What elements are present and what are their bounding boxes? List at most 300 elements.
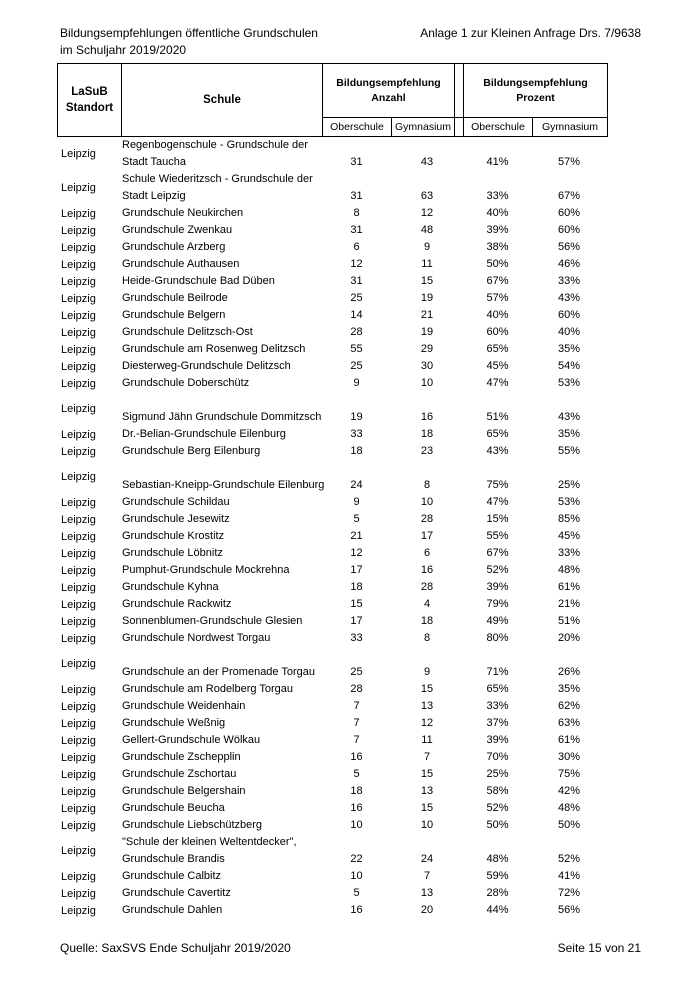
school-name-line: Grundschule Belgershain <box>122 785 246 797</box>
prozent-oberschule-cell: 60% <box>486 326 509 338</box>
anzahl-oberschule-cell: 7 <box>353 717 360 729</box>
school-name-line: Sebastian-Kneipp-Grundschule Eilenburg <box>122 479 325 491</box>
column-group-anzahl-line1: Bildungsempfehlung <box>336 76 441 89</box>
table-row <box>57 630 608 647</box>
prozent-oberschule-cell: 40% <box>486 309 509 321</box>
anzahl-gymnasium-cell: 10 <box>420 377 434 389</box>
school-name-line: "Schule der kleinen Weltentdecker", <box>122 836 297 848</box>
anzahl-gymnasium-cell: 6 <box>423 547 431 559</box>
school-name-line: Grundschule Berg Eilenburg <box>122 445 261 457</box>
prozent-gymnasium-cell: 63% <box>557 717 581 729</box>
standort-cell: Leipzig <box>61 471 96 483</box>
prozent-oberschule-cell: 39% <box>486 581 509 593</box>
school-name-line: Grundschule Authausen <box>122 258 240 270</box>
prozent-gymnasium-cell: 55% <box>557 445 581 457</box>
prozent-gymnasium-cell: 52% <box>557 853 581 865</box>
standort-cell: Leipzig <box>61 734 96 747</box>
prozent-gymnasium-cell: 42% <box>557 785 581 797</box>
standort-cell: Leipzig <box>61 564 96 577</box>
anzahl-gymnasium-cell: 28 <box>420 581 434 593</box>
anzahl-gymnasium-cell: 11 <box>421 258 433 270</box>
table-row <box>57 324 608 341</box>
prozent-oberschule-cell: 37% <box>486 717 509 729</box>
anzahl-oberschule-cell: 10 <box>350 870 363 882</box>
prozent-gymnasium-cell: 61% <box>557 581 581 593</box>
subheader-prozent-oberschule: Oberschule <box>464 117 533 136</box>
standort-cell: Leipzig <box>61 845 96 857</box>
school-name-line: Grundschule Zschortau <box>122 768 237 780</box>
prozent-oberschule-cell: 40% <box>486 207 509 219</box>
table-row <box>57 358 608 375</box>
anzahl-oberschule-cell: 55 <box>350 343 363 355</box>
school-name-line: Grundschule Krostitz <box>122 530 225 542</box>
table-row <box>57 562 608 579</box>
school-name-cell <box>121 205 322 222</box>
prozent-gymnasium-cell: 62% <box>557 700 581 712</box>
anzahl-oberschule-cell: 18 <box>350 581 363 593</box>
prozent-gymnasium-cell: 35% <box>557 343 581 355</box>
school-name-cell <box>121 596 322 613</box>
anzahl-gymnasium-cell: 13 <box>420 700 434 712</box>
prozent-gymnasium-cell: 51% <box>557 615 581 627</box>
anzahl-gymnasium-cell: 13 <box>420 785 434 797</box>
anzahl-gymnasium-cell: 18 <box>420 615 434 627</box>
table-row <box>57 273 608 290</box>
prozent-gymnasium-cell: 57% <box>557 156 581 168</box>
school-name-line: Grundschule an der Promenade Torgau <box>122 666 316 678</box>
table-row <box>57 698 608 715</box>
standort-cell: Leipzig <box>61 182 96 194</box>
prozent-oberschule-cell: 52% <box>486 564 509 576</box>
table-row <box>57 460 608 494</box>
anzahl-oberschule-cell: 7 <box>353 700 360 712</box>
prozent-oberschule-cell: 50% <box>486 258 509 270</box>
standort-cell: Leipzig <box>61 819 96 832</box>
document-title-line1: Bildungsempfehlungen öffentliche Grundschulen <box>60 26 318 40</box>
standort-cell: Leipzig <box>61 887 96 900</box>
prozent-gymnasium-cell: 56% <box>557 241 581 253</box>
anzahl-oberschule-cell: 33 <box>350 632 363 644</box>
prozent-oberschule-cell: 43% <box>486 445 509 457</box>
table-row <box>57 222 608 239</box>
standort-cell: Leipzig <box>61 530 96 543</box>
standort-cell: Leipzig <box>61 717 96 730</box>
anzahl-gymnasium-cell: 4 <box>423 598 431 610</box>
anzahl-oberschule-cell: 28 <box>350 683 363 695</box>
table-row <box>57 868 608 885</box>
school-name-line: Heide-Grundschule Bad Düben <box>122 275 275 287</box>
anzahl-gymnasium-cell: 11 <box>421 734 433 746</box>
anzahl-oberschule-cell: 25 <box>350 292 363 304</box>
prozent-oberschule-cell: 33% <box>486 700 509 712</box>
table-row <box>57 137 608 171</box>
anzahl-oberschule-cell: 24 <box>350 479 363 491</box>
anzahl-oberschule-cell: 5 <box>353 768 360 780</box>
standort-cell: Leipzig <box>61 496 96 509</box>
anzahl-gymnasium-cell: 21 <box>420 309 434 321</box>
prozent-oberschule-cell: 79% <box>486 598 509 610</box>
column-group-anzahl-line2: Anzahl <box>371 91 406 104</box>
table-row <box>57 902 608 919</box>
school-name-line: Grundschule Schildau <box>122 496 230 508</box>
school-name-cell <box>121 222 322 239</box>
school-name-cell <box>121 732 322 749</box>
anzahl-oberschule-cell: 14 <box>350 309 363 321</box>
prozent-gymnasium-cell: 53% <box>557 377 581 389</box>
column-header-lasub-line2: Standort <box>65 102 114 114</box>
header-group-divider <box>455 64 464 117</box>
standort-cell: Leipzig <box>61 224 96 237</box>
prozent-oberschule-cell: 47% <box>486 496 509 508</box>
prozent-oberschule-cell: 28% <box>486 887 509 899</box>
prozent-oberschule-cell: 41% <box>486 156 509 168</box>
prozent-oberschule-cell: 65% <box>486 343 509 355</box>
school-name-line: Grundschule Kyhna <box>122 581 219 593</box>
prozent-oberschule-cell: 44% <box>486 904 509 916</box>
table-row <box>57 596 608 613</box>
table-row <box>57 392 608 426</box>
anzahl-gymnasium-cell: 63 <box>420 190 434 202</box>
prozent-gymnasium-cell: 60% <box>557 309 581 321</box>
prozent-oberschule-cell: 67% <box>486 275 509 287</box>
source-note: Quelle: SaxSVS Ende Schuljahr 2019/2020 <box>60 941 291 955</box>
anzahl-oberschule-cell: 31 <box>350 275 363 287</box>
school-name-cell <box>121 324 322 341</box>
anzahl-oberschule-cell: 16 <box>350 751 363 763</box>
school-name-line: Grundschule Beilrode <box>122 292 228 304</box>
school-name-line: Grundschule Löbnitz <box>122 547 223 559</box>
subheader-anzahl-gymnasium: Gymnasium <box>392 117 455 136</box>
document-title <box>60 25 318 59</box>
prozent-gymnasium-cell: 56% <box>557 904 581 916</box>
prozent-gymnasium-cell: 60% <box>557 224 581 236</box>
standort-cell: Leipzig <box>61 632 96 645</box>
school-name-line: Grundschule Weidenhain <box>122 700 246 712</box>
column-group-prozent <box>464 64 607 117</box>
prozent-oberschule-cell: 49% <box>486 615 509 627</box>
prozent-oberschule-cell: 39% <box>486 224 509 236</box>
school-name-line: Sigmund Jähn Grundschule Dommitzsch <box>122 411 322 423</box>
prozent-oberschule-cell: 75% <box>486 479 509 491</box>
anzahl-oberschule-cell: 8 <box>353 207 360 219</box>
standort-cell: Leipzig <box>61 445 96 458</box>
school-name-cell <box>121 273 322 290</box>
standort-cell: Leipzig <box>61 904 96 917</box>
prozent-gymnasium-cell: 26% <box>557 666 581 678</box>
column-group-anzahl <box>323 64 455 117</box>
school-name-cell <box>121 494 322 511</box>
school-name-line: Grundschule Neukirchen <box>122 207 244 219</box>
table-row <box>57 749 608 766</box>
anzahl-oberschule-cell: 12 <box>350 547 363 559</box>
prozent-oberschule-cell: 47% <box>486 377 509 389</box>
school-name-cell <box>121 256 322 273</box>
school-name-cell <box>121 562 322 579</box>
school-name-line: Grundschule Zwenkau <box>122 224 233 236</box>
school-name-line: Sonnenblumen-Grundschule Glesien <box>122 615 303 627</box>
prozent-oberschule-cell: 39% <box>486 734 509 746</box>
table-row <box>57 528 608 545</box>
school-name-cell <box>121 171 322 205</box>
prozent-oberschule-cell: 58% <box>486 785 509 797</box>
school-name-cell <box>121 239 322 256</box>
table-row <box>57 647 608 681</box>
prozent-gymnasium-cell: 41% <box>557 870 581 882</box>
table-row <box>57 783 608 800</box>
anzahl-gymnasium-cell: 7 <box>423 870 431 882</box>
anzahl-gymnasium-cell: 17 <box>420 530 434 542</box>
standort-cell: Leipzig <box>61 403 96 415</box>
anzahl-oberschule-cell: 18 <box>350 785 363 797</box>
table-row <box>57 341 608 358</box>
prozent-gymnasium-cell: 43% <box>557 411 581 423</box>
anzahl-gymnasium-cell: 24 <box>420 853 434 865</box>
standort-cell: Leipzig <box>61 258 96 271</box>
standort-cell: Leipzig <box>61 292 96 305</box>
school-name-line: Grundschule Brandis <box>122 853 225 865</box>
table-row <box>57 256 608 273</box>
anzahl-gymnasium-cell: 30 <box>420 360 434 372</box>
prozent-oberschule-cell: 65% <box>486 428 509 440</box>
school-name-line: Stadt Taucha <box>122 156 187 168</box>
anzahl-oberschule-cell: 25 <box>350 666 363 678</box>
anzahl-gymnasium-cell: 23 <box>420 445 434 457</box>
school-name-cell <box>121 392 322 426</box>
prozent-gymnasium-cell: 48% <box>557 802 581 814</box>
anzahl-oberschule-cell: 17 <box>350 564 363 576</box>
prozent-gymnasium-cell: 35% <box>557 683 581 695</box>
anzahl-gymnasium-cell: 8 <box>423 479 431 491</box>
standort-cell: Leipzig <box>61 207 96 220</box>
anzahl-gymnasium-cell: 16 <box>420 411 434 423</box>
school-name-line: Pumphut-Grundschule Mockrehna <box>122 564 290 576</box>
prozent-gymnasium-cell: 20% <box>557 632 581 644</box>
subheader-anzahl-oberschule: Oberschule <box>323 117 392 136</box>
anzahl-gymnasium-cell: 15 <box>420 683 434 695</box>
school-name-line <box>122 460 322 477</box>
anzahl-gymnasium-cell: 13 <box>420 887 434 899</box>
standort-cell: Leipzig <box>61 326 96 339</box>
page-number: Seite 15 von 21 <box>557 941 641 955</box>
standort-cell: Leipzig <box>61 751 96 764</box>
prozent-gymnasium-cell: 53% <box>557 496 581 508</box>
anzahl-oberschule-cell: 25 <box>350 360 363 372</box>
column-header-lasub-standort <box>58 64 122 136</box>
table-row <box>57 239 608 256</box>
table-row <box>57 545 608 562</box>
school-name-cell <box>121 511 322 528</box>
school-name-line: Grundschule Liebschützberg <box>122 819 263 831</box>
school-name-line: Grundschule Arzberg <box>122 241 226 253</box>
table-row <box>57 511 608 528</box>
prozent-gymnasium-cell: 75% <box>557 768 581 780</box>
standort-cell: Leipzig <box>61 275 96 288</box>
school-name-cell <box>121 681 322 698</box>
standort-cell: Leipzig <box>61 377 96 390</box>
school-name-cell <box>121 426 322 443</box>
school-name-cell <box>121 715 322 732</box>
school-name-line: Grundschule Nordwest Torgau <box>122 632 271 644</box>
anzahl-oberschule-cell: 15 <box>350 598 363 610</box>
school-name-cell <box>121 579 322 596</box>
table-row <box>57 171 608 205</box>
school-name-cell <box>121 834 322 868</box>
recommendations-table <box>57 63 608 919</box>
annex-reference: Anlage 1 zur Kleinen Anfrage Drs. 7/9638 <box>420 26 641 40</box>
prozent-oberschule-cell: 57% <box>486 292 509 304</box>
table-row <box>57 205 608 222</box>
anzahl-gymnasium-cell: 9 <box>423 241 431 253</box>
column-group-prozent-line2: Prozent <box>516 91 555 104</box>
anzahl-gymnasium-cell: 19 <box>420 326 434 338</box>
standort-cell: Leipzig <box>61 241 96 254</box>
anzahl-gymnasium-cell: 9 <box>423 666 431 678</box>
school-name-cell <box>121 375 322 392</box>
anzahl-oberschule-cell: 22 <box>350 853 363 865</box>
column-header-lasub-line1: LaSuB <box>71 86 108 98</box>
school-name-line: Grundschule Belgern <box>122 309 226 321</box>
standort-cell: Leipzig <box>61 683 96 696</box>
column-header-schule: Schule <box>122 64 323 136</box>
prozent-oberschule-cell: 45% <box>486 360 509 372</box>
school-name-line: Grundschule Calbitz <box>122 870 222 882</box>
school-name-cell <box>121 290 322 307</box>
prozent-oberschule-cell: 59% <box>486 870 509 882</box>
school-name-cell <box>121 885 322 902</box>
table-row <box>57 681 608 698</box>
school-name-line: Diesterweg-Grundschule Delitzsch <box>122 360 291 372</box>
table-row <box>57 800 608 817</box>
school-name-cell <box>121 698 322 715</box>
anzahl-gymnasium-cell: 8 <box>423 632 431 644</box>
prozent-gymnasium-cell: 67% <box>557 190 581 202</box>
anzahl-gymnasium-cell: 12 <box>420 717 434 729</box>
prozent-oberschule-cell: 51% <box>486 411 509 423</box>
standort-cell: Leipzig <box>61 148 96 160</box>
school-name-line: Grundschule Beucha <box>122 802 225 814</box>
school-name-line: Grundschule am Rosenweg Delitzsch <box>122 343 306 355</box>
table-row <box>57 715 608 732</box>
standort-cell: Leipzig <box>61 513 96 526</box>
table-row <box>57 307 608 324</box>
prozent-oberschule-cell: 65% <box>486 683 509 695</box>
standort-cell: Leipzig <box>61 615 96 628</box>
standort-cell: Leipzig <box>61 360 96 373</box>
prozent-gymnasium-cell: 50% <box>557 819 581 831</box>
school-name-cell <box>121 800 322 817</box>
prozent-gymnasium-cell: 46% <box>557 258 581 270</box>
standort-cell: Leipzig <box>61 802 96 815</box>
standort-cell: Leipzig <box>61 598 96 611</box>
anzahl-oberschule-cell: 9 <box>353 377 360 389</box>
standort-cell: Leipzig <box>61 428 96 441</box>
prozent-gymnasium-cell: 60% <box>557 207 581 219</box>
standort-cell: Leipzig <box>61 870 96 883</box>
anzahl-oberschule-cell: 19 <box>350 411 363 423</box>
school-name-line: Grundschule Zschepplin <box>122 751 241 763</box>
standort-cell: Leipzig <box>61 658 96 670</box>
school-name-cell <box>121 766 322 783</box>
anzahl-gymnasium-cell: 15 <box>420 802 434 814</box>
prozent-oberschule-cell: 48% <box>486 853 509 865</box>
prozent-oberschule-cell: 25% <box>486 768 509 780</box>
anzahl-gymnasium-cell: 16 <box>420 564 434 576</box>
anzahl-gymnasium-cell: 28 <box>420 513 434 525</box>
prozent-gymnasium-cell: 61% <box>557 734 581 746</box>
school-name-cell <box>121 749 322 766</box>
prozent-gymnasium-cell: 48% <box>557 564 581 576</box>
school-name-line: Grundschule Doberschütz <box>122 377 250 389</box>
anzahl-gymnasium-cell: 29 <box>420 343 434 355</box>
standort-cell: Leipzig <box>61 768 96 781</box>
school-name-cell <box>121 647 322 681</box>
table-header <box>57 63 608 137</box>
anzahl-gymnasium-cell: 19 <box>420 292 434 304</box>
prozent-gymnasium-cell: 45% <box>557 530 581 542</box>
anzahl-oberschule-cell: 16 <box>350 904 363 916</box>
anzahl-oberschule-cell: 31 <box>350 190 363 202</box>
prozent-oberschule-cell: 55% <box>486 530 509 542</box>
anzahl-oberschule-cell: 12 <box>350 258 363 270</box>
table-row <box>57 834 608 868</box>
school-name-line: Regenbogenschule - Grundschule der <box>122 139 308 151</box>
school-name-line: Gellert-Grundschule Wölkau <box>122 734 261 746</box>
prozent-gymnasium-cell: 30% <box>557 751 581 763</box>
table-row <box>57 494 608 511</box>
school-name-line: Grundschule Rackwitz <box>122 598 232 610</box>
anzahl-gymnasium-cell: 10 <box>420 496 434 508</box>
table-body <box>57 137 608 919</box>
prozent-oberschule-cell: 50% <box>486 819 509 831</box>
school-name-cell <box>121 613 322 630</box>
anzahl-oberschule-cell: 31 <box>350 224 363 236</box>
anzahl-oberschule-cell: 6 <box>353 241 360 253</box>
school-name-cell <box>121 460 325 494</box>
prozent-oberschule-cell: 70% <box>486 751 509 763</box>
prozent-gymnasium-cell: 43% <box>557 292 581 304</box>
school-name-line <box>122 392 322 409</box>
anzahl-oberschule-cell: 31 <box>350 156 363 168</box>
school-name-line <box>122 647 322 664</box>
standort-cell: Leipzig <box>61 309 96 322</box>
school-name-cell <box>121 868 322 885</box>
table-row <box>57 766 608 783</box>
anzahl-gymnasium-cell: 43 <box>420 156 434 168</box>
prozent-oberschule-cell: 71% <box>486 666 509 678</box>
prozent-gymnasium-cell: 25% <box>557 479 581 491</box>
school-name-cell <box>121 358 322 375</box>
anzahl-oberschule-cell: 5 <box>353 513 360 525</box>
anzahl-oberschule-cell: 7 <box>353 734 360 746</box>
prozent-oberschule-cell: 67% <box>486 547 509 559</box>
school-name-line: Grundschule Weßnig <box>122 717 226 729</box>
prozent-oberschule-cell: 52% <box>486 802 509 814</box>
document-title-line2: im Schuljahr 2019/2020 <box>60 43 187 57</box>
anzahl-oberschule-cell: 9 <box>353 496 360 508</box>
school-name-line: Grundschule Delitzsch-Ost <box>122 326 253 338</box>
anzahl-gymnasium-cell: 15 <box>420 768 434 780</box>
prozent-gymnasium-cell: 40% <box>557 326 581 338</box>
table-row <box>57 375 608 392</box>
prozent-gymnasium-cell: 33% <box>557 275 581 287</box>
table-row <box>57 426 608 443</box>
school-name-cell <box>121 902 322 919</box>
anzahl-gymnasium-cell: 18 <box>420 428 434 440</box>
prozent-gymnasium-cell: 85% <box>557 513 581 525</box>
school-name-line: Dr.-Belian-Grundschule Eilenburg <box>122 428 286 440</box>
anzahl-gymnasium-cell: 15 <box>420 275 434 287</box>
anzahl-oberschule-cell: 17 <box>350 615 363 627</box>
